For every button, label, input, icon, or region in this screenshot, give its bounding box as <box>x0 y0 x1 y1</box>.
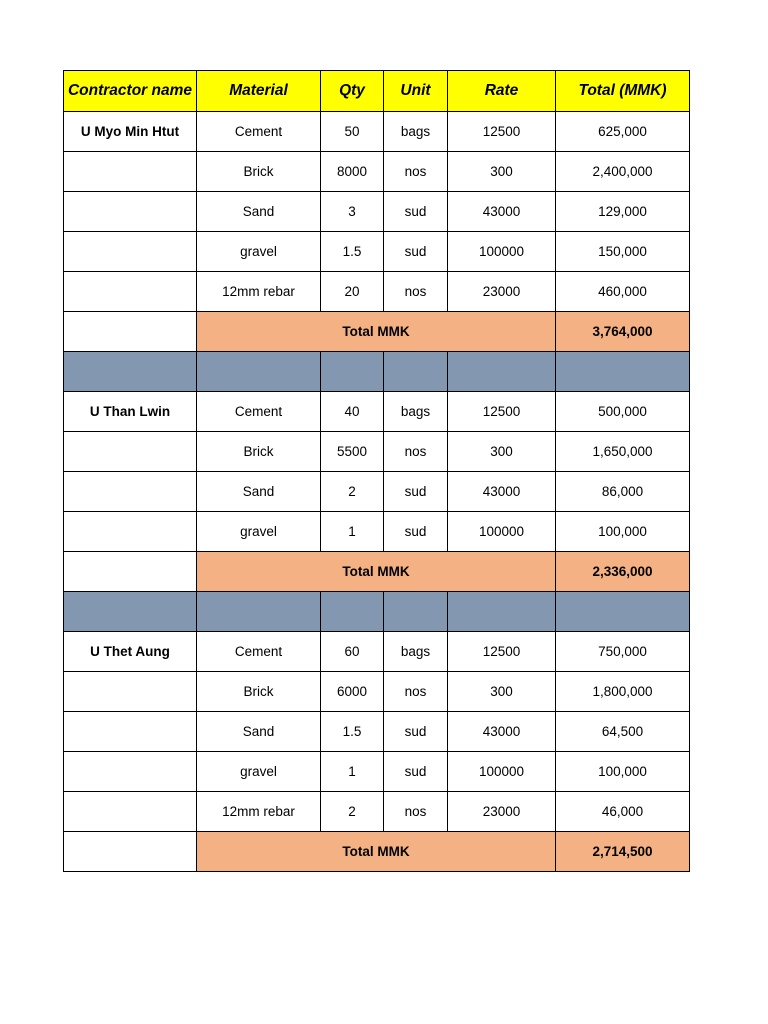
unit-cell: sud <box>384 232 448 272</box>
qty-cell: 40 <box>321 392 384 432</box>
rate-cell: 100000 <box>448 232 556 272</box>
unit-cell: bags <box>384 392 448 432</box>
subtotal-row <box>64 312 690 352</box>
material-cell: 12mm rebar <box>197 272 321 312</box>
material-cell: 12mm rebar <box>197 792 321 832</box>
total-cell: 46,000 <box>556 792 690 832</box>
table-row <box>64 192 690 232</box>
material-cell: gravel <box>197 752 321 792</box>
material-cell: Sand <box>197 712 321 752</box>
material-cell: Cement <box>197 632 321 672</box>
unit-cell: nos <box>384 152 448 192</box>
header-rate: Rate <box>448 71 556 112</box>
rate-cell: 23000 <box>448 272 556 312</box>
qty-cell: 6000 <box>321 672 384 712</box>
contractor-name-cell <box>64 192 197 232</box>
contractor-name-cell: U Thet Aung <box>64 632 197 672</box>
table-row <box>64 392 690 432</box>
material-cell: Cement <box>197 392 321 432</box>
unit-cell: nos <box>384 672 448 712</box>
subtotal-label: Total MMK <box>197 832 556 872</box>
table-body <box>64 112 690 872</box>
unit-cell: nos <box>384 432 448 472</box>
table-row <box>64 232 690 272</box>
separator-cell <box>64 592 197 632</box>
unit-cell: sud <box>384 712 448 752</box>
contractor-name-cell <box>64 712 197 752</box>
material-cell: Brick <box>197 432 321 472</box>
total-cell: 129,000 <box>556 192 690 232</box>
subtotal-value: 2,336,000 <box>556 552 690 592</box>
subtotal-value: 2,714,500 <box>556 832 690 872</box>
qty-cell: 2 <box>321 792 384 832</box>
separator-cell <box>556 592 690 632</box>
qty-cell: 20 <box>321 272 384 312</box>
rate-cell: 300 <box>448 432 556 472</box>
unit-cell: bags <box>384 112 448 152</box>
separator-cell <box>197 592 321 632</box>
rate-cell: 300 <box>448 672 556 712</box>
qty-cell: 60 <box>321 632 384 672</box>
rate-cell: 43000 <box>448 192 556 232</box>
material-cell: Cement <box>197 112 321 152</box>
rate-cell: 23000 <box>448 792 556 832</box>
material-cell: gravel <box>197 512 321 552</box>
separator-cell <box>448 592 556 632</box>
contractor-name-cell <box>64 752 197 792</box>
material-cell: Brick <box>197 672 321 712</box>
group-separator-row <box>64 352 690 392</box>
unit-cell: sud <box>384 192 448 232</box>
total-cell: 2,400,000 <box>556 152 690 192</box>
contractor-name-cell <box>64 272 197 312</box>
total-cell: 1,650,000 <box>556 432 690 472</box>
contractor-name-cell: U Myo Min Htut <box>64 112 197 152</box>
contractor-name-cell <box>64 152 197 192</box>
table-row <box>64 792 690 832</box>
subtotal-row <box>64 832 690 872</box>
group-separator-row <box>64 592 690 632</box>
rate-cell: 100000 <box>448 512 556 552</box>
rate-cell: 12500 <box>448 392 556 432</box>
contractor-name-cell <box>64 792 197 832</box>
unit-cell: sud <box>384 752 448 792</box>
unit-cell: bags <box>384 632 448 672</box>
rate-cell: 43000 <box>448 712 556 752</box>
contractor-name-cell: U Than Lwin <box>64 392 197 432</box>
subtotal-label: Total MMK <box>197 312 556 352</box>
contractor-name-cell <box>64 672 197 712</box>
separator-cell <box>448 352 556 392</box>
table-row <box>64 752 690 792</box>
contractor-name-cell <box>64 232 197 272</box>
separator-cell <box>197 352 321 392</box>
contractor-materials-table <box>63 70 690 872</box>
qty-cell: 1.5 <box>321 232 384 272</box>
table-row <box>64 712 690 752</box>
contractor-name-cell <box>64 472 197 512</box>
rate-cell: 12500 <box>448 632 556 672</box>
separator-cell <box>64 352 197 392</box>
qty-cell: 1.5 <box>321 712 384 752</box>
separator-cell <box>321 592 384 632</box>
total-cell: 150,000 <box>556 232 690 272</box>
contractor-name-cell <box>64 312 197 352</box>
qty-cell: 8000 <box>321 152 384 192</box>
separator-cell <box>321 352 384 392</box>
contractor-name-cell <box>64 432 197 472</box>
subtotal-value: 3,764,000 <box>556 312 690 352</box>
total-cell: 100,000 <box>556 752 690 792</box>
contractor-name-cell <box>64 512 197 552</box>
separator-cell <box>384 352 448 392</box>
header-material: Material <box>197 71 321 112</box>
header-qty: Qty <box>321 71 384 112</box>
qty-cell: 2 <box>321 472 384 512</box>
material-cell: Brick <box>197 152 321 192</box>
table-row <box>64 472 690 512</box>
table-row <box>64 512 690 552</box>
subtotal-label: Total MMK <box>197 552 556 592</box>
total-cell: 100,000 <box>556 512 690 552</box>
separator-cell <box>556 352 690 392</box>
table-row <box>64 632 690 672</box>
subtotal-row <box>64 552 690 592</box>
total-cell: 460,000 <box>556 272 690 312</box>
total-cell: 64,500 <box>556 712 690 752</box>
rate-cell: 43000 <box>448 472 556 512</box>
table-row <box>64 272 690 312</box>
total-cell: 500,000 <box>556 392 690 432</box>
rate-cell: 12500 <box>448 112 556 152</box>
qty-cell: 3 <box>321 192 384 232</box>
unit-cell: sud <box>384 512 448 552</box>
qty-cell: 50 <box>321 112 384 152</box>
total-cell: 625,000 <box>556 112 690 152</box>
table-row <box>64 672 690 712</box>
material-cell: Sand <box>197 192 321 232</box>
table-row <box>64 152 690 192</box>
total-cell: 750,000 <box>556 632 690 672</box>
unit-cell: sud <box>384 472 448 512</box>
unit-cell: nos <box>384 272 448 312</box>
material-cell: gravel <box>197 232 321 272</box>
material-cell: Sand <box>197 472 321 512</box>
header-row <box>64 71 690 112</box>
header-unit: Unit <box>384 71 448 112</box>
rate-cell: 100000 <box>448 752 556 792</box>
qty-cell: 1 <box>321 752 384 792</box>
total-cell: 1,800,000 <box>556 672 690 712</box>
total-cell: 86,000 <box>556 472 690 512</box>
qty-cell: 1 <box>321 512 384 552</box>
header-total: Total (MMK) <box>556 71 690 112</box>
rate-cell: 300 <box>448 152 556 192</box>
table-row <box>64 112 690 152</box>
separator-cell <box>384 592 448 632</box>
header-contractor-name: Contractor name <box>64 71 197 112</box>
unit-cell: nos <box>384 792 448 832</box>
qty-cell: 5500 <box>321 432 384 472</box>
contractor-name-cell <box>64 832 197 872</box>
contractor-name-cell <box>64 552 197 592</box>
table-row <box>64 432 690 472</box>
